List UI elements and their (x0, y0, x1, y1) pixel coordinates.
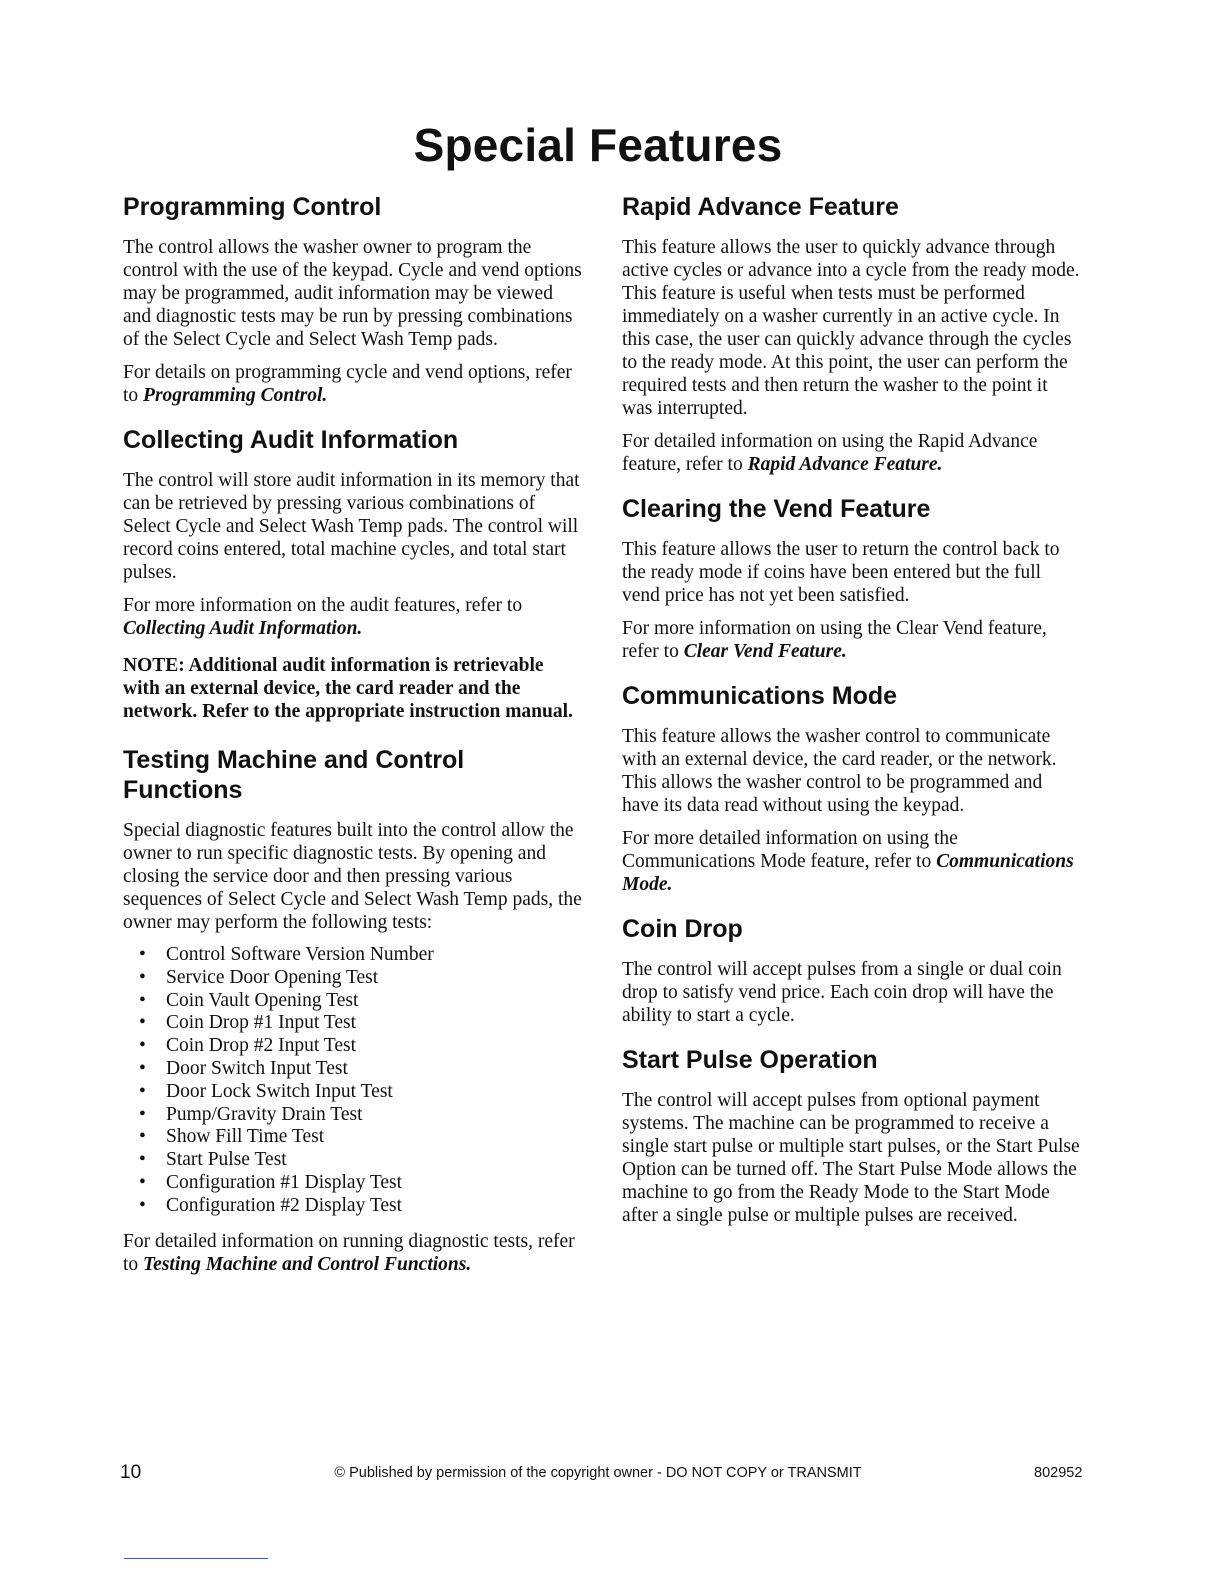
section-clearing-vend (622, 494, 1082, 663)
section-heading: Start Pulse Operation (622, 1046, 878, 1074)
test-name: Coin Drop #2 Input Test (166, 1035, 357, 1057)
test-list-item (139, 1104, 583, 1127)
section-collecting-audit (123, 425, 583, 723)
bullet-icon: • (139, 989, 146, 1011)
test-list-item (139, 1081, 583, 1104)
bullet-icon: • (139, 1149, 146, 1171)
test-list (123, 944, 583, 1218)
paragraph: This feature allows the user to quickly advance through active cycles or advance into a cycle from the ready mode. This feature is useful when tests must be performed immediately on a washer currently in an active cycle. In this case, the user can quickly advance through the cycles to the ready mode. At this point, the user can perform the required tests and then return the washer to the point it was interrupted. (622, 237, 1080, 419)
bullet-icon: • (139, 966, 146, 988)
section-testing-functions (123, 745, 583, 1276)
page-title: Special Features (413, 119, 783, 171)
reference-prefix: For detailed information on using the Rapid Advance feature, refer to (622, 431, 1038, 475)
paragraph: This feature allows the user to return the control back to the ready mode if coins have been entered but the full vend price has not yet been satisfied. (622, 539, 1060, 606)
bullet-icon: • (139, 1171, 146, 1193)
test-list-item (139, 1012, 583, 1035)
section-coin-drop (622, 914, 1082, 1027)
section-communications-mode (622, 681, 1082, 896)
test-name: Door Switch Input Test (166, 1057, 348, 1079)
section-start-pulse (622, 1045, 1082, 1227)
test-list-item (139, 1058, 583, 1081)
test-list-item (139, 1035, 583, 1058)
bullet-icon: • (139, 1080, 146, 1102)
section-heading: Communications Mode (622, 682, 898, 710)
test-name: Control Software Version Number (166, 944, 434, 965)
bullet-icon: • (139, 1012, 146, 1034)
test-name: Start Pulse Test (166, 1149, 287, 1171)
bullet-icon: • (139, 1103, 146, 1125)
page-number: 10 (120, 1462, 142, 1483)
paragraph: The control allows the washer owner to program the control with the use of the keypad. Cycle and vend options may be programmed, audit information may be viewed and diagnostic tests may be run by pressing combinations of the Select Cycle and Select Wash Temp pads. (123, 237, 582, 350)
left-column (123, 192, 583, 1294)
test-list-item (139, 1172, 583, 1195)
paragraph: Special diagnostic features built into the control allow the owner to run specific diagnostic tests. By opening and closing the service door and then pressing various sequences of Select Cycle and Select Wash Temp pads, the owner may perform the following tests: (123, 820, 582, 933)
reference-link: Clear Vend Feature. (683, 641, 847, 662)
bullet-icon: • (139, 1035, 146, 1057)
reference-paragraph (622, 617, 1082, 663)
section-heading: Coin Drop (622, 915, 743, 943)
copyright-notice: © Published by permission of the copyright owner - DO NOT COPY or TRANSMIT (334, 1465, 862, 1481)
reference-paragraph (123, 1230, 583, 1276)
test-name: Configuration #1 Display Test (166, 1171, 403, 1193)
section-heading: Programming Control (123, 193, 382, 221)
test-name: Configuration #2 Display Test (166, 1194, 403, 1216)
section-heading: Clearing the Vend Feature (622, 495, 931, 523)
paragraph: The control will store audit information in its memory that can be retrieved by pressing various combinations of Select Cycle and Select Wash Temp pads. The control will record coins entered, total machine cycles, and total start pulses. (123, 470, 580, 583)
test-list-item (139, 1149, 583, 1172)
footer-rule (124, 1558, 268, 1559)
reference-paragraph (622, 430, 1082, 476)
reference-paragraph (123, 594, 583, 640)
section-heading: Testing Machine and Control Functions (123, 746, 465, 804)
test-list-item (139, 1126, 583, 1149)
paragraph: The control will accept pulses from a single or dual coin drop to satisfy vend price. Each coin drop will have the ability to start a cycle. (622, 959, 1062, 1026)
document-number: 802952 (1034, 1465, 1083, 1481)
test-list-item (139, 944, 583, 967)
test-name: Coin Drop #1 Input Test (166, 1012, 357, 1034)
reference-prefix: For details on programming cycle and vend options, refer to (123, 362, 572, 406)
reference-link: Programming Control. (143, 385, 328, 406)
note-paragraph: NOTE: Additional audit information is retrievable with an external device, the card reader and the network. Refer to the appropriate instruction manual. (123, 655, 573, 722)
section-rapid-advance (622, 192, 1082, 476)
reference-paragraph (123, 361, 583, 407)
section-heading: Collecting Audit Information (123, 426, 459, 454)
test-list-item (139, 990, 583, 1013)
bullet-icon: • (139, 944, 146, 965)
test-name: Show Fill Time Test (166, 1126, 325, 1148)
reference-prefix: For more information on using the Clear Vend feature, refer to (622, 618, 1047, 662)
test-name: Pump/Gravity Drain Test (166, 1103, 363, 1125)
section-programming-control (123, 192, 583, 407)
reference-link: Rapid Advance Feature. (747, 454, 943, 475)
test-name: Service Door Opening Test (166, 966, 379, 988)
reference-paragraph (622, 827, 1082, 896)
test-list-item (139, 1195, 583, 1218)
reference-link: Communications Mode. (622, 851, 1074, 895)
reference-prefix: For more detailed information on using the Communications Mode feature, refer to (622, 828, 958, 872)
right-column (622, 192, 1082, 1245)
paragraph: The control will accept pulses from optional payment systems. The machine can be programmed to receive a single start pulse or multiple start pulses, or the Start Pulse Option can be turned off. The Start Pulse Mode allows the machine to go from the Ready Mode to the Start Mode after a single pulse or multiple pulses are received. (622, 1090, 1080, 1226)
reference-link: Testing Machine and Control Functions. (143, 1253, 472, 1275)
reference-prefix: For detailed information on running diagnostic tests, refer to (123, 1230, 575, 1275)
paragraph: This feature allows the washer control to communicate with an external device, the card reader, or the network. This allows the washer control to be programmed and have its data read without using the keypad. (622, 726, 1057, 816)
reference-link: Collecting Audit Information. (123, 618, 363, 639)
test-name: Door Lock Switch Input Test (166, 1080, 393, 1102)
test-list-item (139, 967, 583, 990)
reference-prefix: For more information on the audit features, refer to (123, 595, 523, 616)
bullet-icon: • (139, 1057, 146, 1079)
bullet-icon: • (139, 1194, 146, 1216)
test-name: Coin Vault Opening Test (166, 989, 359, 1011)
section-heading: Rapid Advance Feature (622, 193, 899, 221)
bullet-icon: • (139, 1126, 146, 1148)
